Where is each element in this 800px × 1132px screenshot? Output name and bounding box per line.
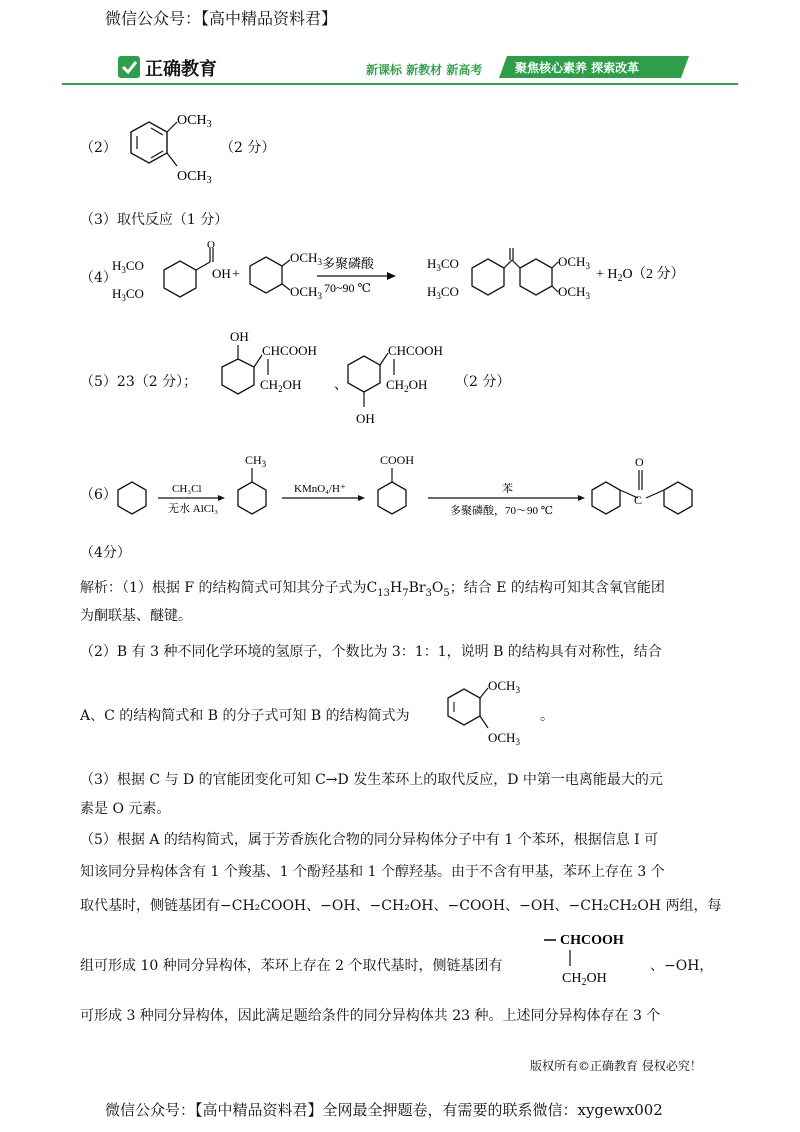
analysis-line-6: 素是 O 元素。 (80, 801, 171, 817)
h3co-label: $H_3CO$ (427, 284, 459, 301)
checkmark-logo-icon (118, 56, 140, 78)
och3-label: $OCH_3$ (558, 284, 590, 301)
q4-label: （4） (80, 270, 117, 286)
och3-label: $OCH_3$ (488, 730, 520, 747)
oxygen-label: O (635, 455, 644, 469)
q6-score: （4分） (80, 545, 131, 561)
ch2oh-label: $CH_2OH$ (562, 971, 607, 986)
och3-label: $OCH_3$ (290, 284, 322, 301)
q3-answer: （3）取代反应（1 分） (80, 212, 229, 228)
q6-reagent-3-top: 苯 (502, 483, 513, 495)
q4-condition-bottom: 70~90 ℃ (324, 281, 371, 295)
q2-label: （2） (80, 140, 117, 156)
analysis-line-10a: 组可形成 10 种同分异构体，苯环上存在 2 个取代基时，侧链基团有 (80, 958, 503, 974)
copyright-notice: 版权所有©正确教育 侵权必究！ (530, 1059, 702, 1073)
q4-condition-top: 多聚磷酸 (322, 256, 375, 271)
oxygen-label: O (207, 240, 215, 251)
q6-reagent-1-top: CH₃Cl (172, 483, 202, 495)
cooh-label: COOH (380, 453, 415, 467)
ch2oh-label: $CH_2OH$ (386, 377, 428, 394)
chcooh-label: CHCOOH (388, 343, 443, 358)
analysis-line-3: （2）B 有 3 种不同化学环境的氢原子，个数比为 3：1：1，说明 B 的结构具有对称性，结合 (80, 644, 662, 660)
analysis-l1b: ；结合 E 的结构可知其含氧官能团 (449, 580, 665, 596)
slogan-right: 聚焦核心素养 探索改革 (515, 61, 640, 75)
h3co-label: $H_3CO$ (112, 258, 144, 275)
q6-synthesis-route (110, 450, 720, 530)
water-label: + $H_2O$ (596, 267, 633, 284)
carbon-label: C (634, 493, 643, 507)
oh-label: OH (212, 266, 231, 281)
plus-sign: + (232, 267, 240, 282)
chcooh-label: CHCOOH (560, 933, 624, 948)
analysis-l1a: 解析：（1）根据 F 的结构简式可知其分子式为C (80, 580, 378, 596)
header-divider (62, 83, 738, 85)
analysis-line-4a: A、C 的结构简式和 B 的分子式可知 B 的结构简式为 (80, 708, 410, 724)
oh-label: OH (230, 329, 249, 344)
q6-reagent-2-top: KMnO₄/H⁺ (294, 483, 346, 495)
chcooh-label: CHCOOH (262, 343, 317, 358)
analysis-line-8: 知该同分异构体含有 1 个羧基、1 个酚羟基和 1 个醇羟基。由于不含有甲基，苯环上存在 3 个 (80, 864, 665, 880)
h3co-label: $H_3CO$ (112, 286, 144, 303)
analysis-line-1: 解析：（1）根据 F 的结构简式可知其分子式为$C_{13}H_7Br_3O_5$；结合 E 的结构可知其含氧官能团 (80, 580, 665, 599)
analysis-line-9: 取代基时，侧链基团有−CH₂COOH、−OH、−CH₂OH、−COOH、−OH、−CH₂CH₂OH 两组，每 (80, 898, 722, 914)
och3-label: $OCH_3$ (290, 250, 322, 267)
q5-score: （2 分） (455, 374, 511, 390)
q6-label: （6） (80, 487, 117, 503)
q5-separator: 、 (334, 378, 348, 393)
q2-score: （2 分） (220, 140, 276, 156)
och3-label: $OCH_3$ (488, 678, 520, 695)
analysis-line-7: （5）根据 A 的结构简式，属于芳香族化合物的同分异构体分子中有 1 个苯环，根据信息 I 可 (80, 832, 659, 848)
och3-label: $OCH_3$ (558, 254, 590, 271)
q4-score: （2 分） (632, 267, 685, 282)
q5-isomer-structures (210, 325, 490, 435)
q5-label: （5）23（2 分）； (80, 374, 198, 390)
wechat-top-banner: 微信公众号：【高中精品资料君】 (105, 9, 338, 28)
analysis-line-10b: 、−OH， (650, 958, 714, 974)
brand-name: 正确教育 (145, 59, 217, 80)
analysis-line-11: 可形成 3 种同分异构体，因此满足题给条件的同分异构体共 23 种。上述同分异构体存在 3 个 (80, 1008, 661, 1024)
oh-label: OH (356, 411, 375, 426)
analysis-line-2: 为酮联基、醚键。 (80, 608, 192, 624)
analysis-line-5: （3）根据 C 与 D 的官能团变化可知 C→D 发生苯环上的取代反应，D 中第一电离能最大的元 (80, 772, 663, 788)
q4-reaction-scheme (112, 240, 712, 310)
q2-structure-dimethoxybenzene (115, 108, 225, 188)
b-structure-dimethoxybenzene (440, 672, 550, 752)
q6-reagent-1-bottom: 无水 AlCl₃ (168, 503, 218, 515)
och3-label: $OCH_3$ (177, 113, 212, 130)
slogan-left: 新课标 新教材 新高考 (366, 63, 483, 77)
side-chain-structure (540, 926, 650, 986)
analysis-line-4b: 。 (540, 708, 554, 724)
h3co-label: $H_3CO$ (427, 256, 459, 273)
ch2oh-label: $CH_2OH$ (260, 377, 302, 394)
wechat-bottom-banner: 微信公众号：【高中精品资料君】全网最全押题卷，有需要的联系微信：xygewx002 (105, 1101, 663, 1119)
q6-reagent-3-bottom: 多聚磷酸，70～90 ℃ (450, 505, 554, 517)
ch3-label: $CH_3$ (245, 453, 267, 469)
och3-label: $OCH_3$ (177, 169, 212, 186)
